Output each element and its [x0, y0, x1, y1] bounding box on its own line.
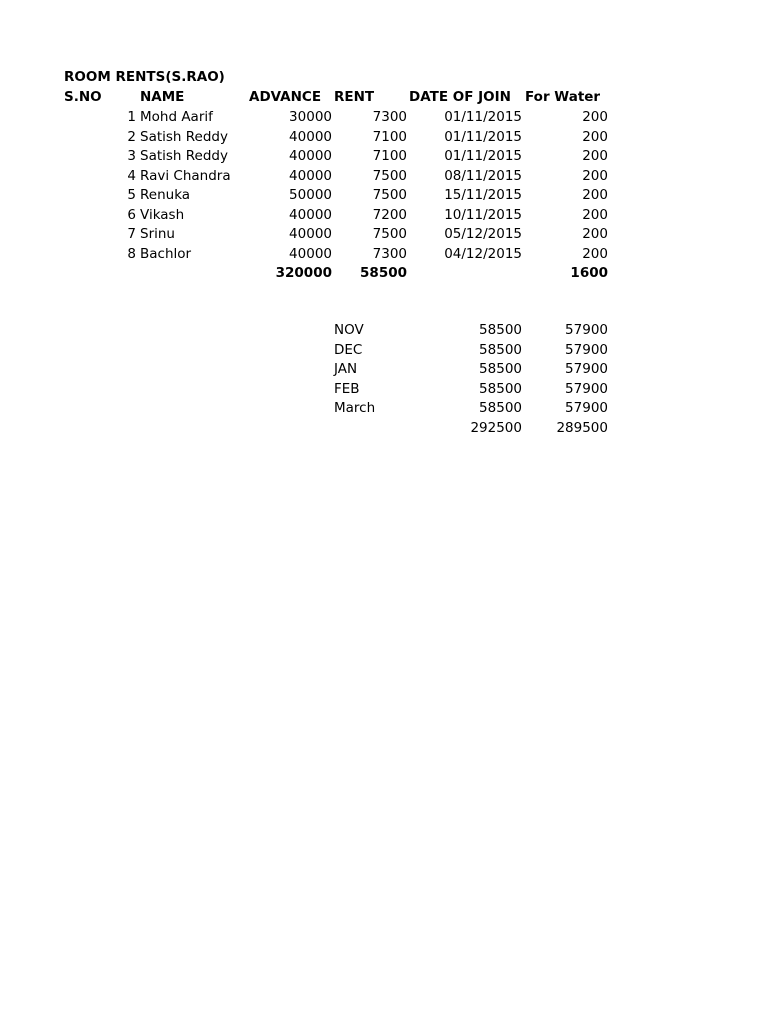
row-advance: 40000: [289, 148, 332, 164]
monthly-value-b: 57900: [565, 341, 608, 358]
header-name: NAME: [140, 89, 185, 105]
header-date-of-join: DATE OF JOIN: [409, 89, 511, 105]
row-advance: 50000: [289, 187, 332, 203]
monthly-value-b: 57900: [565, 380, 608, 397]
row-date: 15/11/2015: [444, 187, 522, 203]
row-sno: 3: [127, 148, 136, 164]
row-advance: 40000: [289, 206, 332, 223]
monthly-value-b: 57900: [565, 322, 608, 338]
row-rent: 7500: [372, 167, 407, 184]
row-sno: 5: [127, 187, 136, 203]
monthly-month: DEC: [334, 341, 363, 358]
monthly-value-a: 58500: [479, 341, 522, 358]
monthly-month: March: [334, 400, 376, 416]
row-date: 01/11/2015: [444, 148, 522, 164]
row-water: 200: [582, 187, 608, 203]
header-rent: RENT: [334, 89, 375, 105]
row-sno: 8: [127, 245, 136, 262]
row-water: 200: [582, 109, 608, 125]
row-name: Vikash: [140, 206, 185, 223]
row-water: 200: [582, 148, 608, 164]
row-rent: 7500: [372, 226, 407, 242]
row-advance: 40000: [289, 128, 332, 145]
header-sno: S.NO: [64, 89, 102, 105]
monthly-value-a: 58500: [479, 400, 522, 416]
row-rent: 7300: [372, 245, 407, 262]
row-water: 200: [582, 128, 608, 145]
row-rent: 7100: [372, 148, 407, 164]
row-name: Renuka: [140, 187, 191, 203]
row-date: 05/12/2015: [444, 226, 522, 242]
monthly-total-b: 289500: [556, 419, 608, 436]
monthly-month: NOV: [334, 322, 364, 338]
row-advance: 40000: [289, 226, 332, 242]
row-name: Ravi Chandra: [140, 167, 231, 184]
row-date: 08/11/2015: [444, 167, 522, 184]
row-date: 01/11/2015: [444, 128, 522, 145]
row-sno: 4: [127, 167, 136, 184]
row-rent: 7500: [372, 187, 407, 203]
row-sno: 6: [127, 206, 136, 223]
row-water: 200: [582, 167, 608, 184]
row-sno: 7: [127, 226, 136, 242]
monthly-month: FEB: [334, 380, 360, 397]
row-date: 01/11/2015: [444, 109, 522, 125]
monthly-value-a: 58500: [479, 380, 522, 397]
row-name: Srinu: [140, 226, 175, 242]
row-rent: 7200: [372, 206, 407, 223]
row-advance: 30000: [289, 109, 332, 125]
row-advance: 40000: [289, 167, 332, 184]
row-date: 04/12/2015: [444, 245, 522, 262]
monthly-month: JAN: [334, 361, 358, 377]
row-water: 200: [582, 245, 608, 262]
monthly-value-b: 57900: [565, 361, 608, 377]
header-advance: ADVANCE: [249, 89, 322, 105]
sheet-title: ROOM RENTS(S.RAO): [64, 69, 225, 85]
row-name: Satish Reddy: [140, 148, 228, 164]
row-date: 10/11/2015: [444, 206, 522, 223]
monthly-total-a: 292500: [470, 419, 522, 436]
row-name: Bachlor: [140, 245, 192, 262]
row-water: 200: [582, 226, 608, 242]
row-name: Satish Reddy: [140, 128, 228, 145]
row-rent: 7100: [372, 128, 407, 145]
row-name: Mohd Aarif: [140, 109, 213, 125]
total-rent: 58500: [360, 265, 407, 281]
monthly-value-a: 58500: [479, 322, 522, 338]
header-for-water: For Water: [525, 89, 601, 105]
row-sno: 1: [127, 109, 136, 125]
row-advance: 40000: [289, 245, 332, 262]
monthly-value-a: 58500: [479, 361, 522, 377]
row-rent: 7300: [372, 109, 407, 125]
total-water: 1600: [570, 265, 608, 281]
total-advance: 320000: [275, 265, 332, 281]
monthly-value-b: 57900: [565, 400, 608, 416]
row-sno: 2: [127, 128, 136, 145]
row-water: 200: [582, 206, 608, 223]
